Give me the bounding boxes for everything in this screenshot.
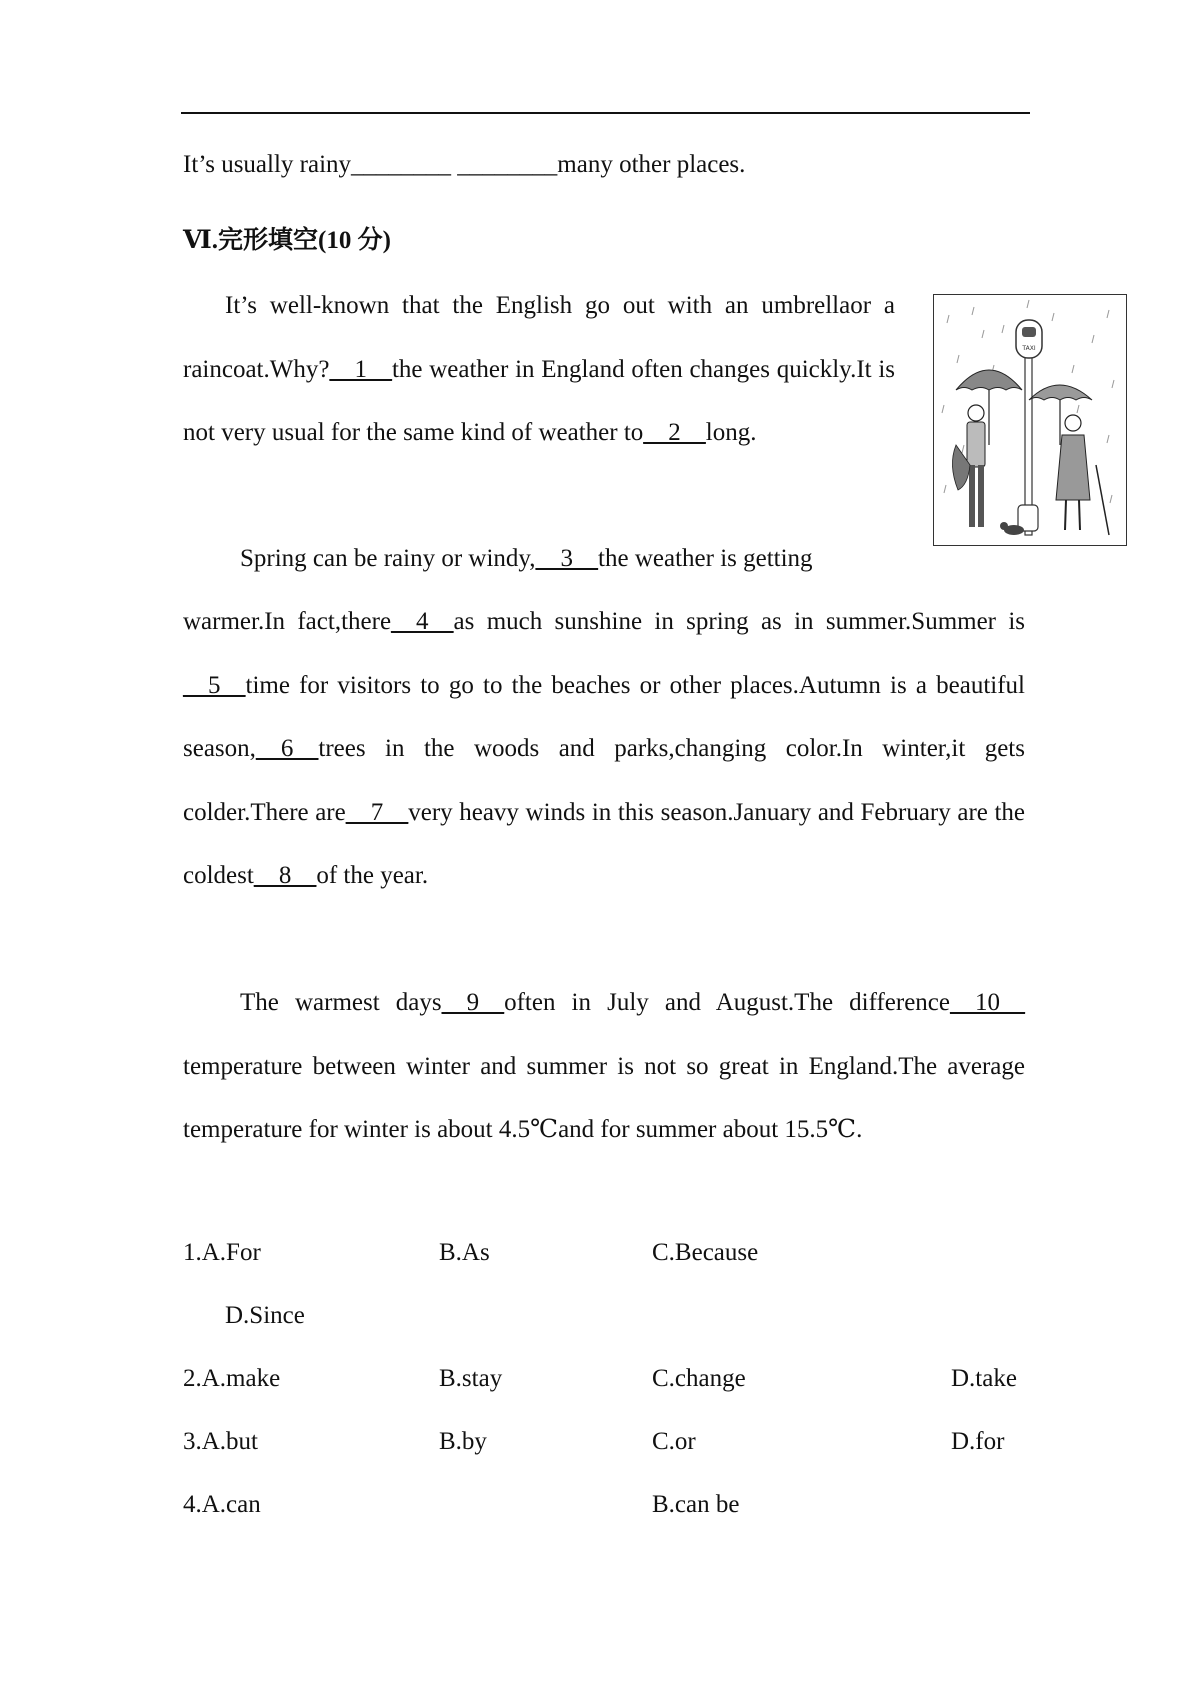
answer-line bbox=[181, 112, 1030, 114]
passage-text: warmer.In fact,there bbox=[183, 608, 392, 635]
passage-text: often in July and August.The difference bbox=[504, 989, 951, 1016]
passage-paragraph-3 bbox=[183, 971, 1025, 1162]
passage-text: of the year. bbox=[316, 862, 429, 889]
rain-illustration bbox=[933, 294, 1127, 546]
options-question-3 bbox=[183, 1427, 1025, 1457]
blank-9: __9__ bbox=[441, 989, 505, 1016]
option-4a: 4.A.can bbox=[183, 1491, 261, 1518]
passage-text: the weather is getting bbox=[598, 545, 813, 572]
taxi-sign-text: TAXI bbox=[1022, 345, 1036, 352]
blank-6: __6__ bbox=[255, 735, 319, 762]
option-1a: 1.A.For bbox=[183, 1239, 261, 1266]
option-1d: D.Since bbox=[225, 1302, 305, 1329]
option-3b: B.by bbox=[439, 1428, 487, 1455]
options-question-2 bbox=[183, 1364, 1025, 1394]
options-question-4 bbox=[183, 1490, 1025, 1520]
blank-7: __7__ bbox=[345, 798, 409, 826]
section-heading: Ⅵ.完形填空(10 分) bbox=[183, 227, 391, 254]
passage-text: as much sunshine in spring as in summer.Summer is bbox=[453, 608, 1026, 635]
option-3c: C.or bbox=[652, 1428, 696, 1455]
option-2d: D.take bbox=[951, 1365, 1017, 1392]
option-3d: D.for bbox=[951, 1428, 1005, 1455]
blank-10: __10__ bbox=[950, 989, 1026, 1016]
blank-4: __4__ bbox=[391, 608, 454, 635]
options-question-1 bbox=[183, 1238, 1025, 1268]
passage-paragraph-2-start bbox=[183, 527, 895, 591]
passage-text: very heavy winds in this season.January and February are the coldest bbox=[183, 798, 1025, 889]
blank-2: __2__ bbox=[643, 419, 706, 446]
blank-3: __3__ bbox=[535, 545, 599, 572]
previous-question-sentence: It’s usually rainy________ ________many other places. bbox=[183, 151, 746, 178]
blank-8: __8__ bbox=[253, 862, 317, 889]
option-4b: B.can be bbox=[652, 1491, 740, 1518]
passage-paragraph-2 bbox=[183, 590, 1025, 908]
passage-text: trees in the woods and parks,changing color.In winter,it gets colder.There are bbox=[183, 735, 1025, 826]
passage-text: temperature between winter and summer is not so great in England.The average temperature for winter is about 4.5℃and for summer about 15.5℃. bbox=[183, 1052, 1025, 1143]
option-1c: C.Because bbox=[652, 1239, 759, 1266]
passage-paragraph-1 bbox=[183, 274, 895, 465]
blank-1: __1__ bbox=[329, 355, 392, 383]
passage-text: long. bbox=[705, 419, 757, 446]
passage-text: The warmest days bbox=[240, 989, 442, 1016]
passage-text: Spring can be rainy or windy, bbox=[240, 545, 536, 572]
blank-5: __5__ bbox=[183, 671, 246, 699]
option-2b: B.stay bbox=[439, 1365, 503, 1392]
option-2a: 2.A.make bbox=[183, 1365, 281, 1392]
umbrella-couple-image bbox=[934, 295, 1125, 544]
option-3a: 3.A.but bbox=[183, 1428, 258, 1455]
option-1b: B.As bbox=[439, 1239, 490, 1266]
option-2c: C.change bbox=[652, 1365, 746, 1392]
passage-text: It’s well-known that the English go out with an umbrellaor a raincoat.Why? bbox=[183, 292, 895, 383]
passage-text: time for visitors to go to the beaches or other places.Autumn is a beautiful season, bbox=[183, 671, 1025, 762]
options-question-1-cont bbox=[183, 1301, 1025, 1331]
passage-text: the weather in England often changes quickly.It is not very usual for the same kind of weather to bbox=[183, 355, 895, 446]
